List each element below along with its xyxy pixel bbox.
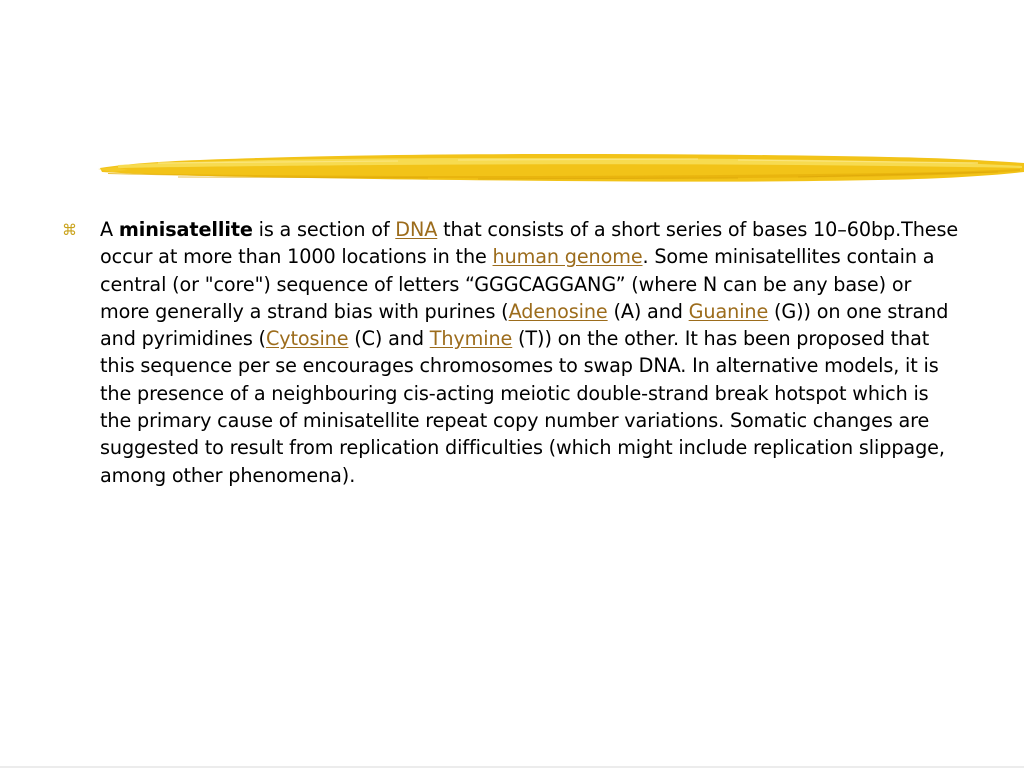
paragraph-text-1: A bbox=[100, 218, 119, 241]
term-minisatellite: minisatellite bbox=[118, 218, 253, 241]
link-guanine[interactable]: Guanine bbox=[688, 299, 769, 323]
paragraph-text-6: (G)) on one strand and pyrimidines ( bbox=[100, 299, 949, 351]
minisatellite-paragraph bbox=[100, 216, 962, 489]
paragraph-text-4: . Some minisatellites contain a central (or "core") sequence of letters “GGGCAGGANG” (where N can be any base) or more generally a strand bias with purines ( bbox=[100, 245, 935, 323]
link-human-genome[interactable]: human genome bbox=[492, 245, 643, 269]
link-dna[interactable]: DNA bbox=[395, 218, 438, 241]
paragraph-text-2: is a section of bbox=[252, 218, 396, 241]
link-cytosine[interactable]: Cytosine bbox=[265, 327, 349, 351]
link-thymine[interactable]: Thymine bbox=[429, 327, 513, 351]
paragraph-text-5: (A) and bbox=[607, 299, 689, 323]
yellow-brush-stroke-icon bbox=[98, 146, 1024, 188]
paragraph-text-7: (C) and bbox=[348, 327, 430, 351]
paragraph-text-3: that consists of a short series of bases 10–60bp.These occur at more than 1000 locations in the bbox=[100, 218, 959, 269]
link-adenosine[interactable]: Adenosine bbox=[508, 299, 608, 323]
paragraph-text-8: (T)) on the other. It has been proposed that this sequence per se encourages chromosomes to swap DNA. In alternative models, it is the presence of a neighbouring cis-acting meiotic double-strand break hotspot which is the primary cause of minisatellite repeat copy number variations. Somatic changes are suggested to result from replication difficulties (which might include replication slippage, among other phenomena). bbox=[100, 327, 945, 487]
command-key-icon: ⌘ bbox=[62, 221, 77, 239]
